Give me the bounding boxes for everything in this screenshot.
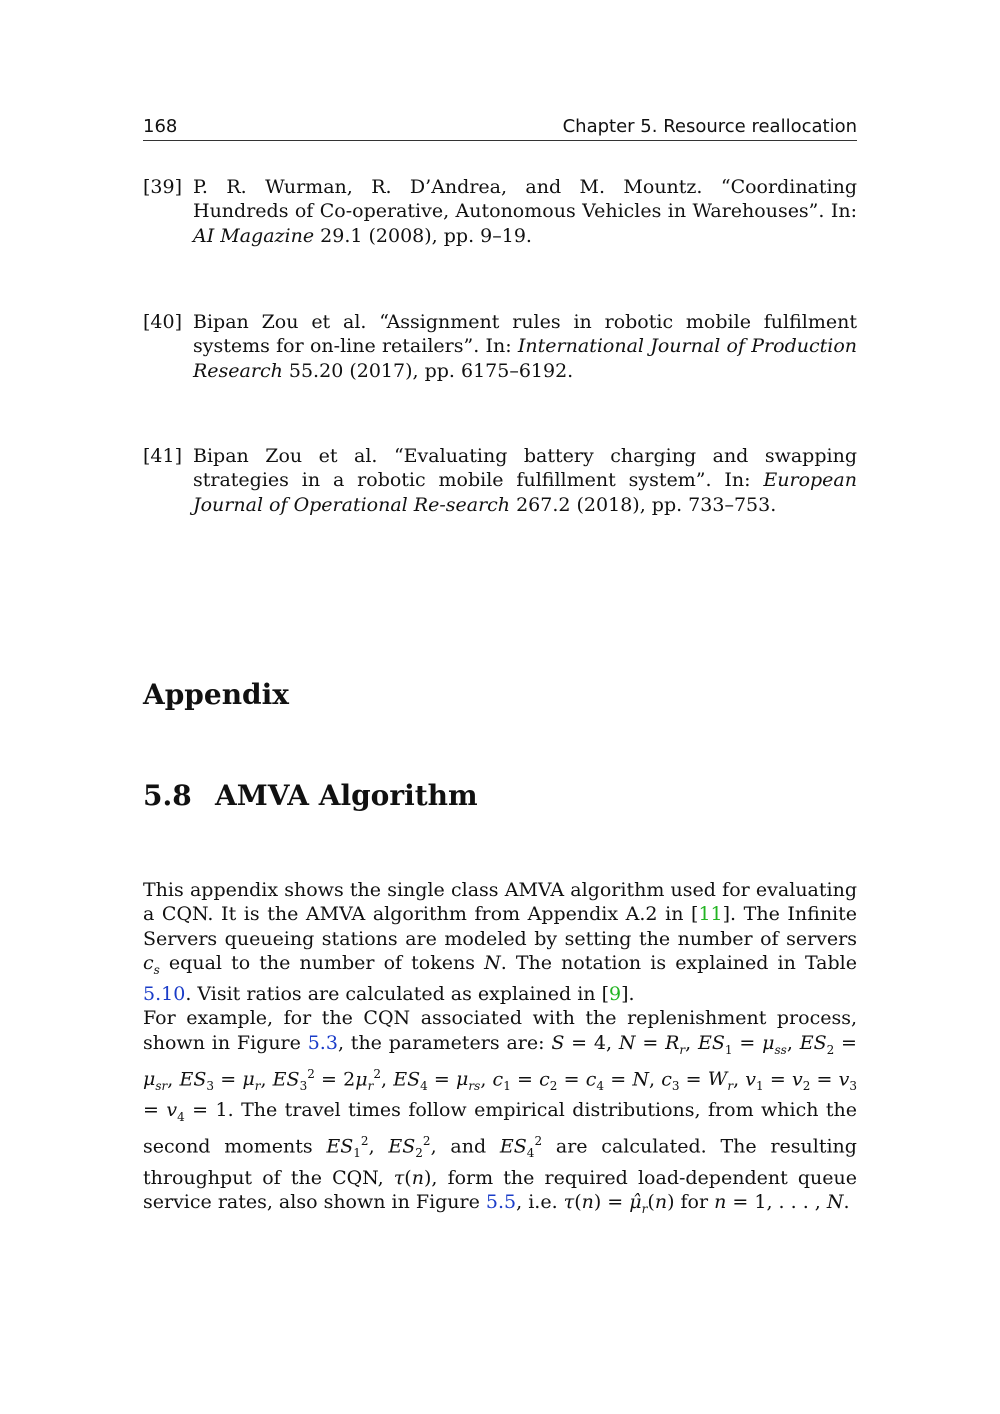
journal-name: International Journal of Production Research [193,335,858,382]
figure-reference-link[interactable]: 5.5 [485,1190,517,1213]
chapter-title: Chapter 5. Resource reallocation [562,116,857,137]
citation-link[interactable]: 9 [608,982,622,1005]
section-number: 5.8 [143,779,192,812]
citation-link[interactable]: 11 [698,903,723,926]
figure-reference-link[interactable]: 5.3 [307,1031,338,1054]
running-header [143,114,857,141]
reference-text: Bipan Zou et al. “Assignment rules in robotic mobile fulfilment systems for on-line retailers”. In: International Journal of Production Research 55.20 (2017), pp. 6175–6192. [193,311,858,382]
reference-number: [39] [143,176,183,198]
journal-name: AI Magazine [193,224,315,247]
appendix-heading: Appendix [143,678,289,711]
body-text [143,878,857,1221]
table-reference-link[interactable]: 5.10 [143,982,186,1005]
reference-number: [41] [143,445,183,467]
paragraph: For example, for the CQN associated with the replenishment process, shown in Figure 5.3, the parameters are: S = 4, $N = R_r$, $ES_1 = \mu_{ss}$, $ES_2 = \mu_{sr}$, $ES_3 = \mu_r$, $ES_3^2 = 2\mu_r^2$, $ES_4 = \mu_{rs}$, $c_1 = c_2 = c_4 = N$, $c_3 = W_r$, $v_1 = v_2 = v_3 = v_4 = 1$. The travel times follow empirical distributions, from which the second moments $ES_1^2$, $ES_2^2$, and $ES_4^2$ are calculated. The resulting throughput of the CQN, τ(n), form the required load-dependent queue service rates, also shown in Figure 5.5, i.e. $\tau(n) = \mû_r(n)$ for n = 1, . . . , N. [143,1007,858,1216]
reference-item [143,310,857,383]
paragraph: This appendix shows the single class AMVA algorithm used for evaluating a CQN. It is the AMVA algorithm from Appendix A.2 in [11]. The Infinite Servers queueing stations are modeled by setting the number of servers $c_s$ equal to the number of tokens N. The notation is explained in Table 5.10. Visit ratios are calculated as explained in [9]. [143,879,858,1005]
reference-text: P. R. Wurman, R. D’Andrea, and M. Mountz. “Coordinating Hundreds of Co-operative, Autonomous Vehicles in Warehouses”. In: AI Magazine 29.1 (2008), pp. 9–19. [193,176,857,247]
reference-number: [40] [143,311,183,333]
journal-name: European Journal of Operational Re-search [193,469,857,516]
reference-item [143,175,857,248]
section-heading [143,779,478,812]
section-title-text: AMVA Algorithm [215,779,478,812]
reference-text: Bipan Zou et al. “Evaluating battery charging and swapping strategies in a robotic mobile fulfillment system”. In: European Journal of Operational Re-search 267.2 (2018), pp. 733–753. [193,445,857,516]
page-number: 168 [143,116,178,137]
reference-item [143,444,857,517]
